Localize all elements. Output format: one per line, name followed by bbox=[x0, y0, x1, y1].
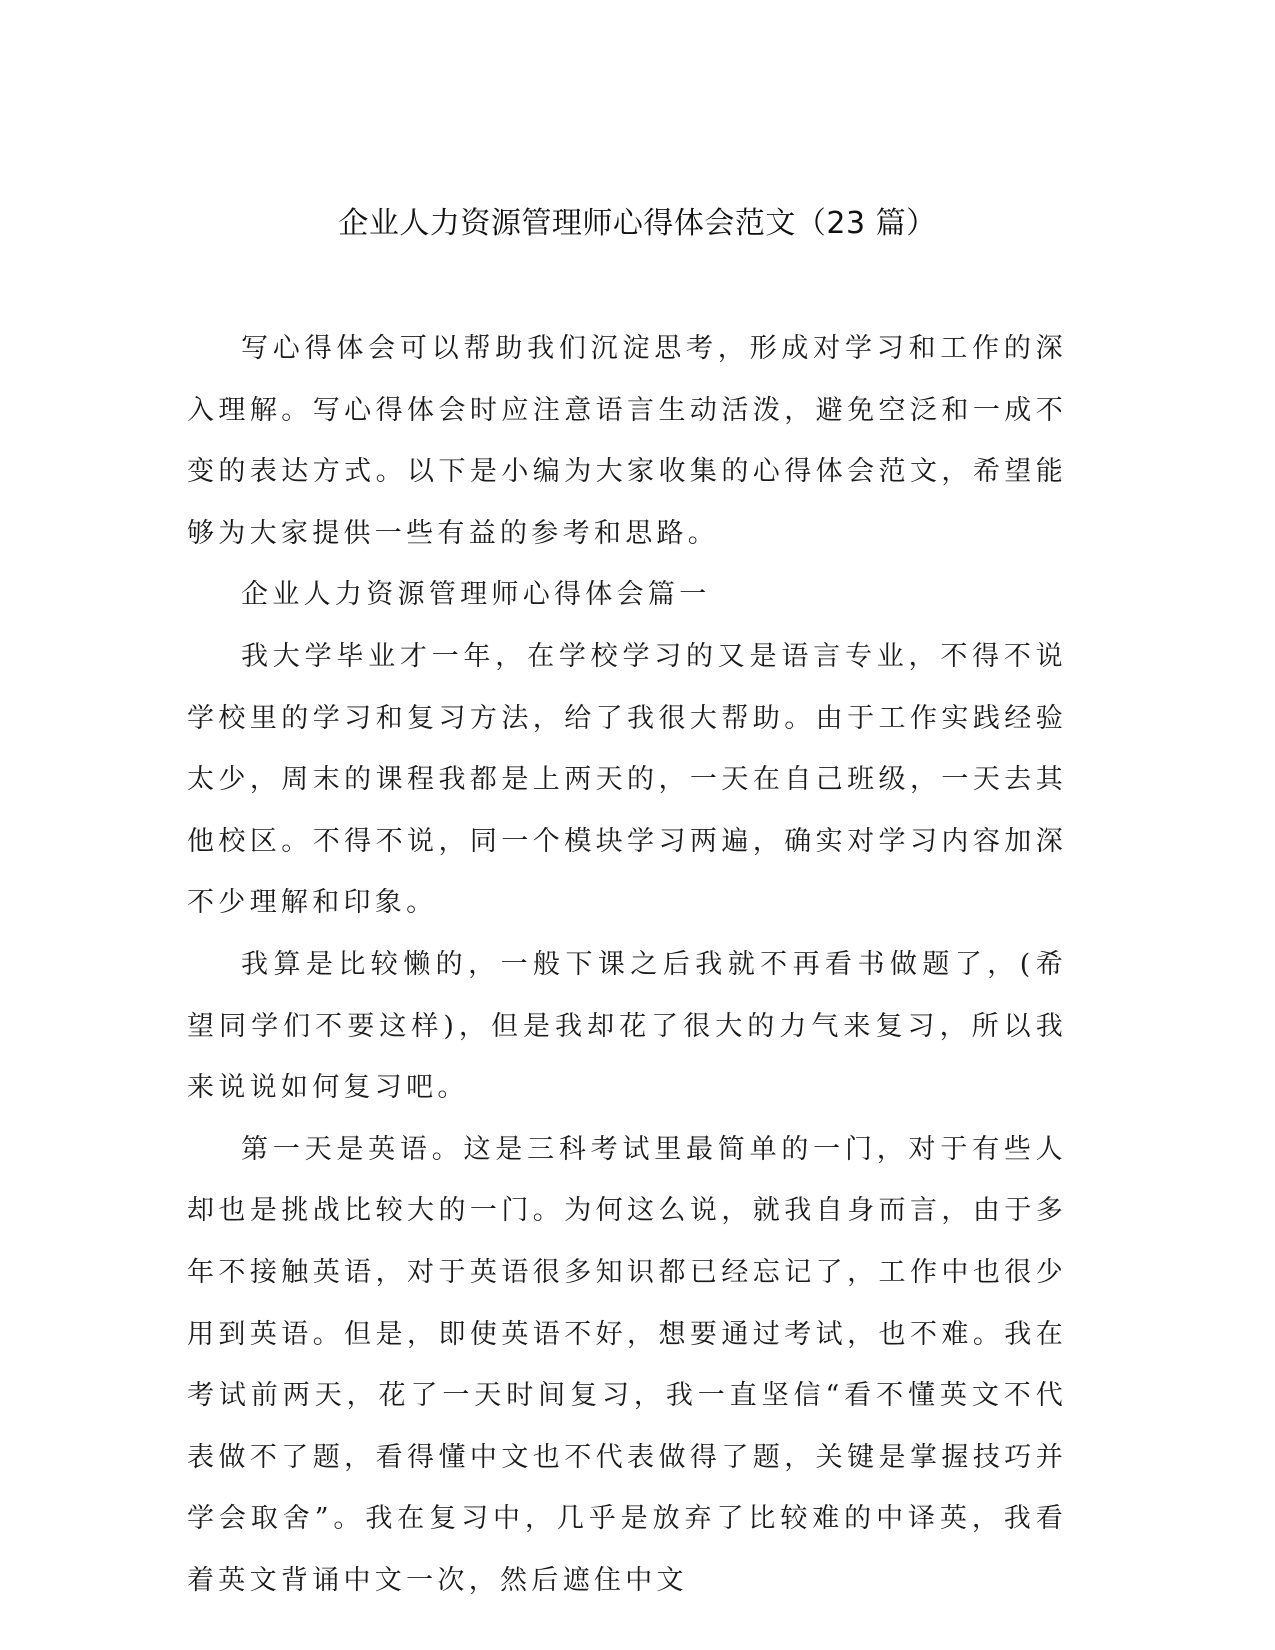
body-paragraph: 我算是比较懒的，一般下课之后我就不再看书做题了，(希望同学们不要这样)，但是我却花了很大的力气来复习，所以我来说说如何复习吧。 bbox=[187, 948, 1067, 1104]
intro-paragraph: 写心得体会可以帮助我们沉淀思考，形成对学习和工作的深入理解。写心得体会时应注意语言生动活泼，避免空泛和一成不变的表达方式。以下是小编为大家收集的心得体会范文，希望能够为大家提供一些有益的参考和思路。 bbox=[187, 333, 1067, 549]
document-title: 企业人力资源管理师心得体会范文（23 篇） bbox=[338, 206, 937, 241]
section-heading: 企业人力资源管理师心得体会篇一 bbox=[241, 579, 711, 611]
body-paragraph: 我大学毕业才一年，在学校学习的又是语言专业，不得不说学校里的学习和复习方法，给了我很大帮助。由于工作实践经验太少，周末的课程我都是上两天的，一天在自己班级，一天去其他校区。不得不说，同一个模块学习两遍，确实对学习内容加深不少理解和印象。 bbox=[187, 640, 1067, 919]
document-body bbox=[187, 318, 1067, 1611]
body-paragraph: 第一天是英语。这是三科考试里最简单的一门，对于有些人却也是挑战比较大的一门。为何这么说，就我自身而言，由于多年不接触英语，对于英语很多知识都已经忘记了，工作中也很少用到英语。但是，即使英语不好，想要通过考试，也不难。我在考试前两天，花了一天时间复习，我一直坚信“看不懂英文不代表做不了题，看得懂中文也不代表做得了题，关键是掌握技巧并学会取舍”。我在复习中，几乎是放弃了比较难的中译英，我看着英文背诵中文一次，然后遮住中文 bbox=[187, 1133, 1067, 1596]
